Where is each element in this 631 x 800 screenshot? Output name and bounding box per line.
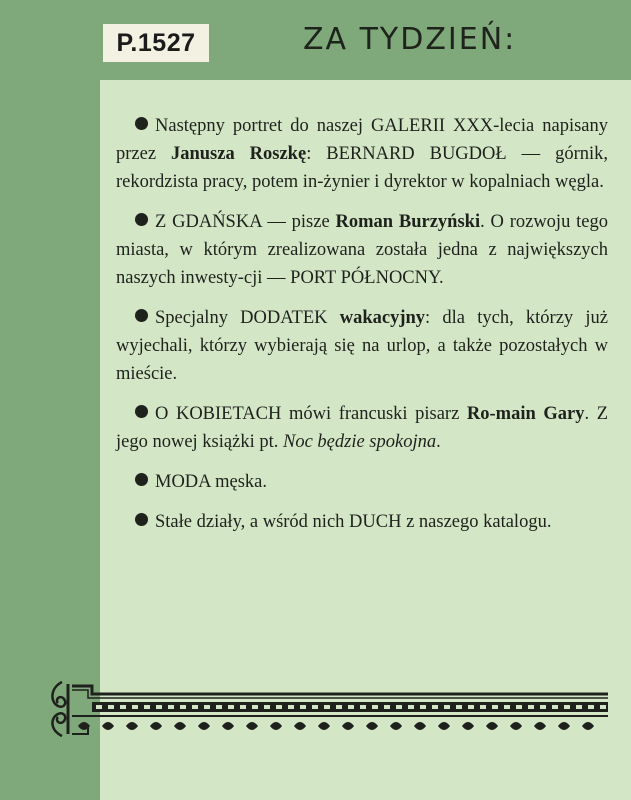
bullet-icon	[135, 309, 148, 322]
list-item: Następny portret do naszej GALERII XXX-lecia napisany przez Janusza Roszkę: BERNARD BUGDOŁ — górnik, rekordzista pracy, potem in-żynier i dyrektor w kopalniach węgla.	[116, 116, 608, 192]
list-item: Stałe działy, a wśród nich DUCH z naszego katalogu.	[116, 508, 608, 536]
section-title: ZA TYDZIEŃ:	[303, 22, 517, 57]
bullet-icon	[135, 213, 148, 226]
issue-number-badge	[103, 24, 209, 62]
book-title: Noc będzie spokojna	[282, 432, 437, 452]
emphasis-text: wakacyjny	[339, 308, 426, 328]
author-name: Ro-main Gary	[466, 404, 585, 424]
list-item: Specjalny DODATEK wakacyjny: dla tych, którzy już wyjechali, którzy wybierają się na urlop, a także pozostałych w mieście.	[116, 308, 608, 384]
bullet-icon	[135, 473, 148, 486]
issue-number: P.1527	[116, 28, 196, 57]
ornamental-border	[48, 678, 610, 740]
list-item: O KOBIETACH mówi francuski pisarz Ro-main Gary. Z jego nowej książki pt. Noc będzie spokojna.	[116, 404, 608, 452]
bullet-icon	[135, 117, 148, 130]
list-item: Z GDAŃSKA — pisze Roman Burzyński. O rozwoju tego miasta, w którym zrealizowana została jedna z największych naszych inwesty-cji — PORT PÓŁNOCNY.	[116, 212, 608, 288]
author-name: Janusza Roszkę	[170, 144, 307, 164]
bullet-icon	[135, 513, 148, 526]
list-item: MODA męska.	[116, 468, 608, 496]
announcement-list	[116, 112, 608, 546]
bullet-icon	[135, 405, 148, 418]
author-name: Roman Burzyński	[335, 212, 481, 232]
